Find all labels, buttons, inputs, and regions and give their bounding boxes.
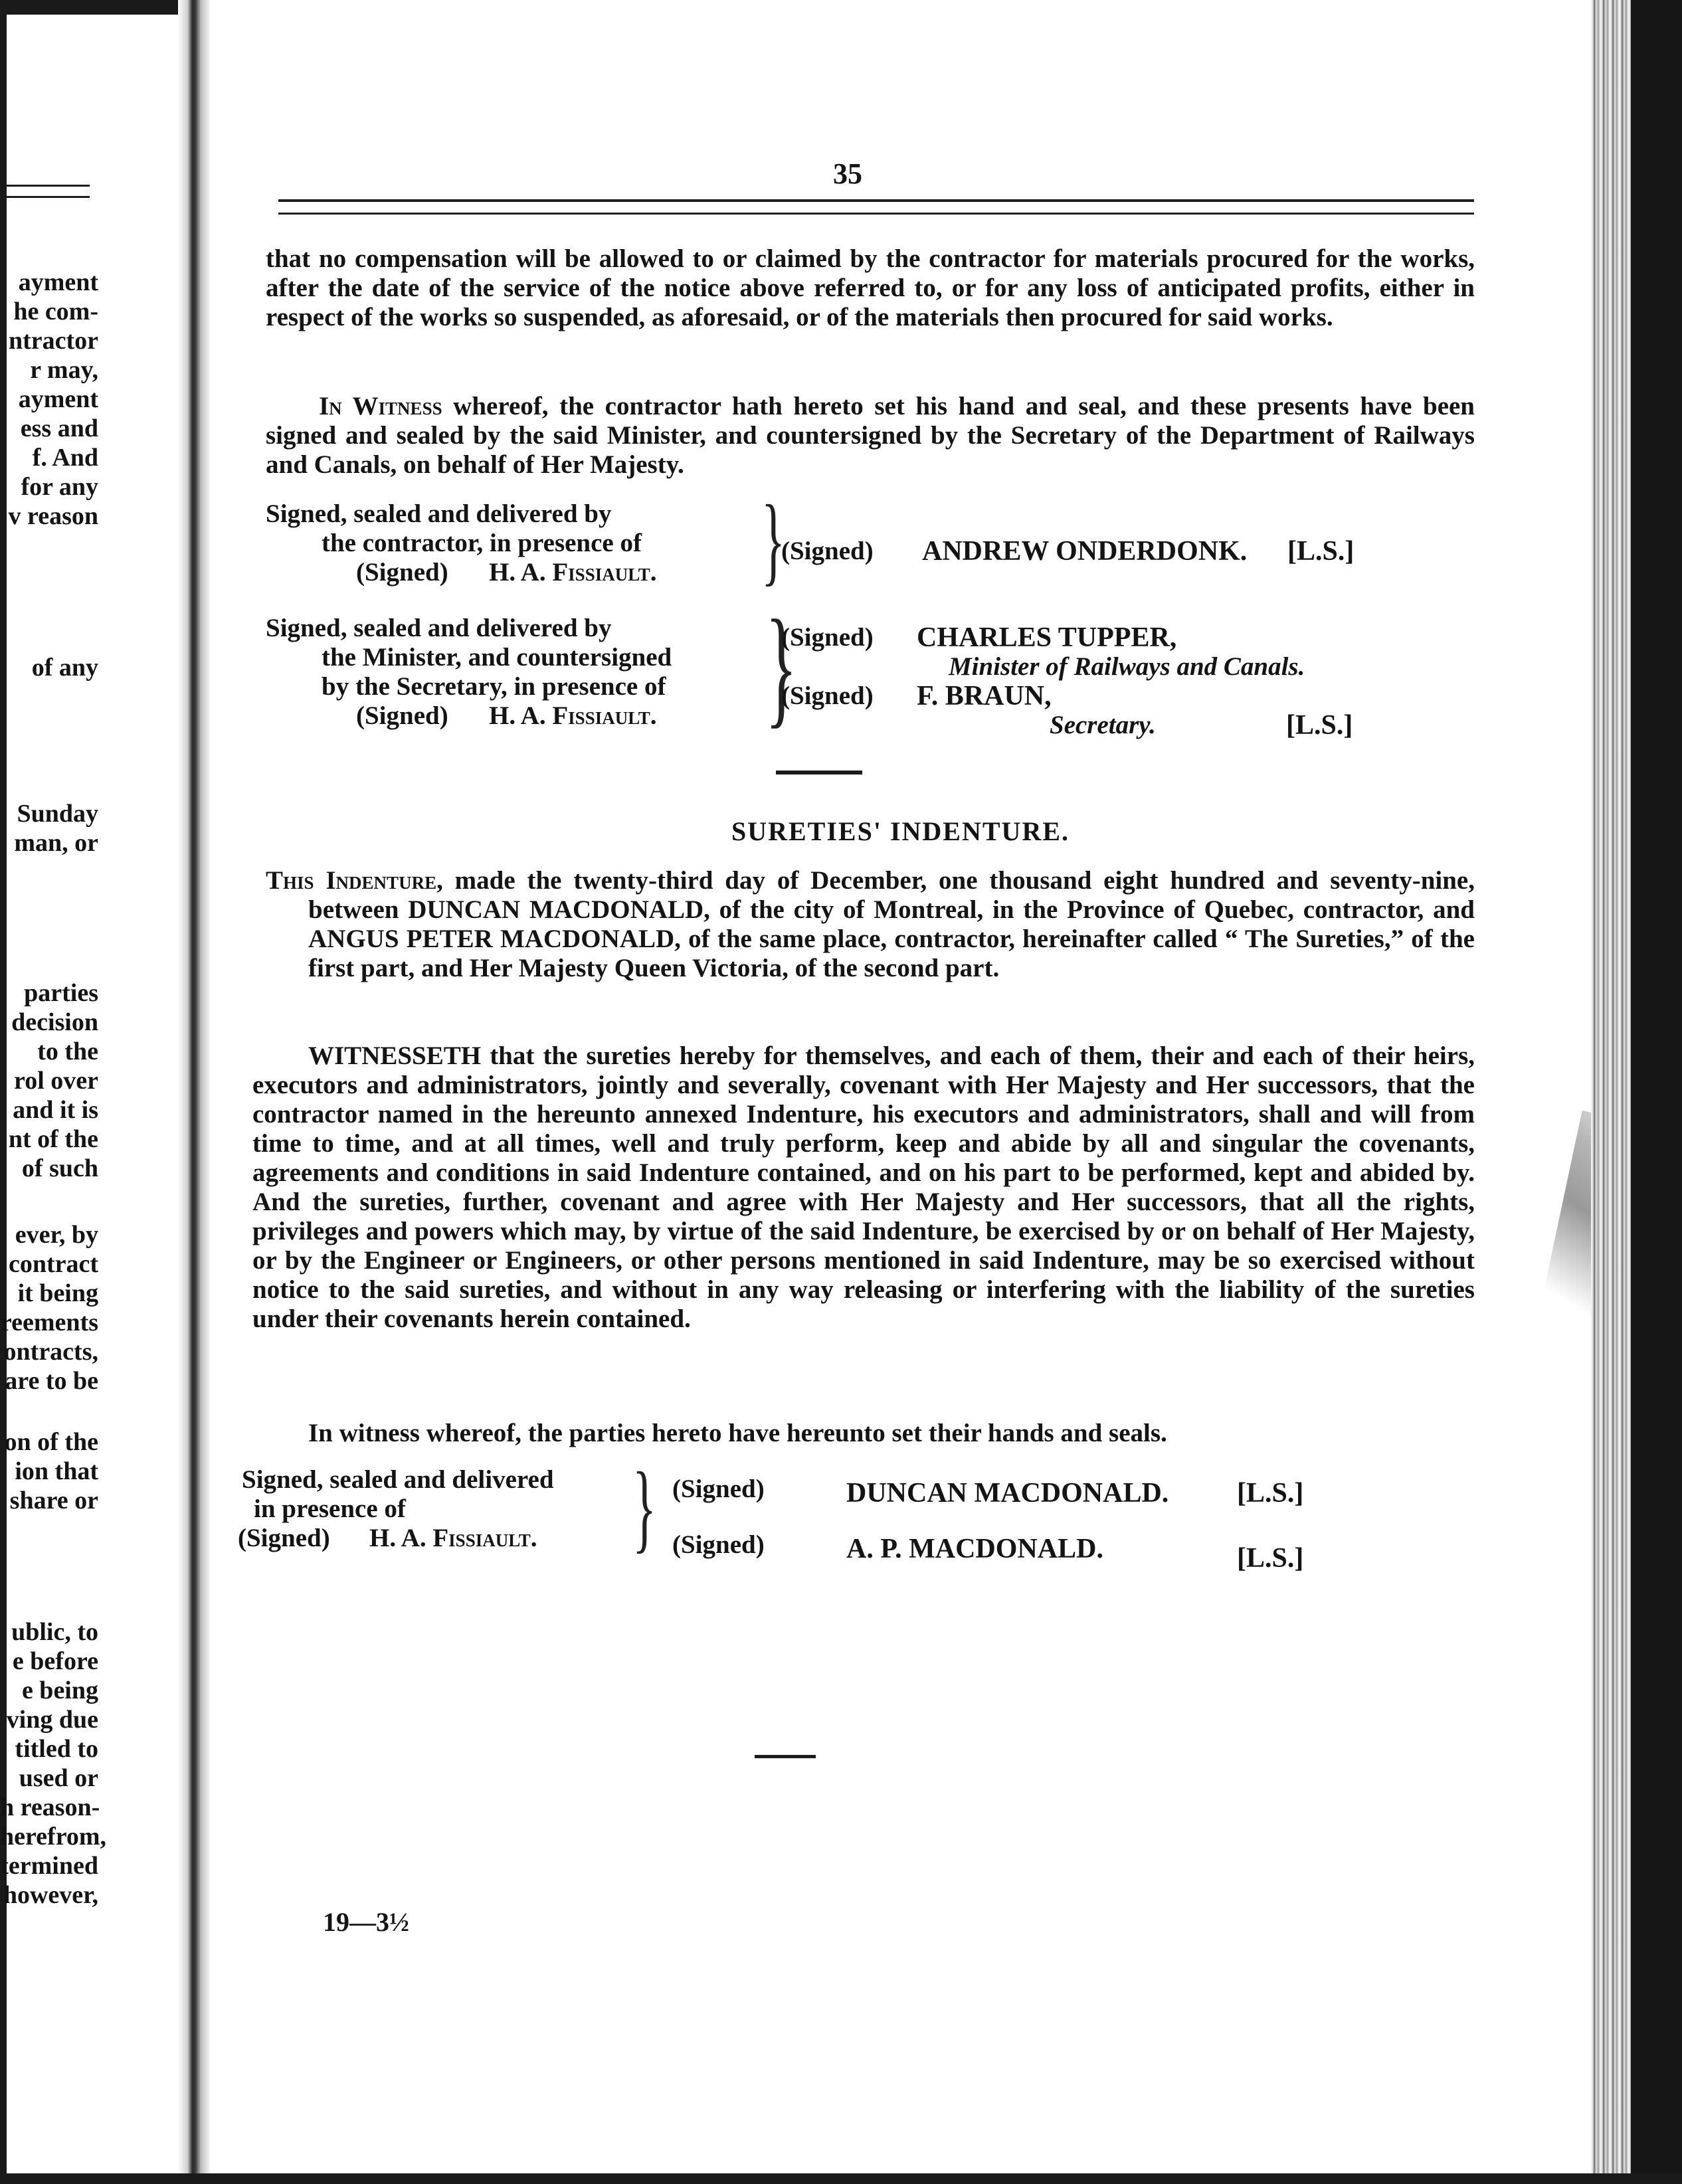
indenture-paragraph — [266, 866, 1475, 983]
attestation-line: the contractor, in presence of — [322, 529, 642, 557]
witness-signed-label: (Signed) — [238, 1524, 330, 1552]
seal-mark: [L.S.] — [1237, 1543, 1304, 1574]
signatory-name: CHARLES TUPPER, — [917, 622, 1177, 653]
previous-page-fragment — [0, 0, 178, 2184]
seal-mark: [L.S.] — [1237, 1478, 1304, 1508]
previous-page-text-fragment: man, or — [14, 829, 98, 857]
previous-page-text-fragment: parties — [24, 979, 98, 1007]
signed-label: (Signed) — [781, 682, 874, 710]
witness-signed-label: (Signed) — [356, 701, 448, 730]
previous-page-text-fragment: decision — [11, 1008, 98, 1036]
previous-page-rule — [7, 185, 90, 198]
signatory-title: Secretary. — [1050, 711, 1156, 739]
witness-text: whereof, the contractor hath hereto set his hand and seal, and these presents have been signed and sealed by the said Minister, and countersigned by the Secretary of the Department of Railways and Canals, on behalf of Her Majesty. — [266, 392, 1475, 479]
previous-page-text-fragment: f. And — [32, 444, 98, 472]
previous-page-text-fragment: are to be — [5, 1367, 98, 1395]
previous-page-text-fragment: of such — [21, 1154, 98, 1182]
witness-lead: In Witness — [319, 392, 442, 420]
signatory-title: Minister of Railways and Canals. — [949, 652, 1305, 681]
previous-page-text-fragment: v reason — [8, 502, 98, 530]
previous-page-text-fragment: ever, by — [15, 1221, 98, 1249]
attestation-line: Signed, sealed and delivered by — [266, 614, 612, 642]
indenture-text: , made the twenty-third day of December, one thousand eight hundred and seventy-nine, between DUNCAN MACDONALD, of the city of Montreal, in the Province of Quebec, contractor, and ANGUS PETER MACDONALD, of the same place, contractor, hereinafter called “ The Sureties,” of the first part, and Her Majesty Queen Victoria, of the second part. — [308, 866, 1475, 982]
paragraph-text: that no compensation will be allowed to or claimed by the contractor for materials procured for the works, after the date of the service of the notice above referred to, or for any loss of anticipated profits, either in respect of the works so suspended, as aforesaid, or of the materials then procured for said works. — [266, 244, 1475, 331]
previous-page-text-fragment: and it is — [13, 1096, 98, 1124]
witness-name: H. A. Fissiault. — [369, 1524, 537, 1552]
previous-page-text-fragment: h reason- — [0, 1793, 100, 1821]
attestation-line: the Minister, and countersigned — [322, 643, 672, 672]
previous-page-text-fragment: ion that — [15, 1457, 98, 1485]
seal-mark: [L.S.] — [1287, 536, 1355, 567]
signatory-name: A. P. MACDONALD. — [846, 1534, 1103, 1564]
suspension-clause-paragraph — [266, 244, 1475, 332]
previous-page-text-fragment: for any — [21, 473, 98, 501]
witness-name: H. A. Fissiault. — [489, 558, 657, 587]
attestation-line: in presence of — [254, 1495, 406, 1523]
signed-label: (Signed) — [781, 537, 874, 565]
previous-page-text-fragment: rol over — [14, 1067, 98, 1095]
scan-border-right — [1631, 0, 1682, 2184]
previous-page-text-fragment: on of the — [4, 1428, 98, 1456]
previous-page-text-fragment: e being — [21, 1677, 98, 1704]
signatory-name: F. BRAUN, — [917, 681, 1052, 711]
previous-page-text-fragment: of any — [31, 654, 98, 682]
book-gutter — [178, 0, 210, 2184]
brace-icon: } — [632, 1452, 656, 1562]
previous-page-text-fragment: ess and — [20, 414, 98, 442]
previous-page-text-fragment: ontracts, — [3, 1338, 98, 1366]
signature-mark: 19—3½ — [323, 1907, 409, 1937]
section-heading: SURETIES' INDENTURE. — [731, 816, 1070, 846]
page-edges — [1591, 0, 1631, 2184]
document-page — [210, 0, 1591, 2184]
page-number: 35 — [833, 157, 862, 190]
previous-page-text-fragment: ayment — [18, 268, 98, 296]
end-divider — [755, 1755, 816, 1758]
attestation-line: Signed, sealed and delivered by — [266, 500, 612, 528]
previous-page-text-fragment: contract — [8, 1250, 98, 1278]
previous-page-text-fragment: however, — [3, 1881, 98, 1909]
witness-paragraph — [266, 392, 1475, 480]
previous-page-text-fragment: herefrom, — [0, 1823, 107, 1851]
previous-page-text-fragment: termined — [0, 1852, 98, 1880]
previous-page-text-fragment: it being — [17, 1279, 98, 1307]
witness-name: H. A. Fissiault. — [489, 701, 657, 730]
closing-paragraph — [252, 1419, 1475, 1448]
previous-page-text-fragment: to the — [37, 1038, 98, 1065]
previous-page-text-fragment: ving due — [6, 1706, 98, 1734]
attestation-line: by the Secretary, in presence of — [322, 672, 666, 701]
previous-page-text-fragment: titled to — [15, 1735, 98, 1763]
paragraph-text: WITNESSETH that the sureties hereby for themselves, and each of them, their and each of their heirs, executors and administrators, jointly and severally, covenant with Her Majesty and Her successors, that the contractor named in the hereunto annexed Indenture, his executors and administrators, shall and will from time to time, and at all times, well and truly perform, keep and abide by all and singular the covenants, agreements and conditions in said Indenture contained, and on his part to be performed, kept and abided by. And the sureties, further, covenant and agree with Her Majesty and Her successors, that all the rights, privileges and powers which may, by virtue of the said Indenture, be exercised by or on behalf of Her Majesty, or by the Engineer or Engineers, or other persons mentioned in said Indenture, may be so exercised without notice to the said sureties, and without in any way releasing or interfering with the liability of the sureties under their covenants herein contained. — [252, 1042, 1475, 1333]
previous-page-text-fragment: Sunday — [17, 800, 98, 828]
indenture-lead: This Indenture — [266, 866, 437, 895]
previous-page-text-fragment: reements — [0, 1309, 98, 1336]
previous-page-text-fragment: e before — [12, 1647, 98, 1675]
brace-icon: } — [761, 485, 785, 595]
previous-page-text-fragment: ayment — [18, 385, 98, 413]
previous-page-text-fragment: nt of the — [8, 1125, 98, 1153]
paragraph-text: In witness whereof, the parties hereto have hereunto set their hands and seals. — [308, 1419, 1167, 1447]
previous-page-text-fragment: he com- — [13, 298, 98, 325]
previous-page-text-fragment: ublic, to — [11, 1618, 98, 1646]
signed-label: (Signed) — [781, 623, 874, 652]
seal-mark: [L.S.] — [1286, 710, 1353, 741]
witnesseth-paragraph — [252, 1042, 1475, 1334]
scan-border-bottom — [0, 2173, 1682, 2184]
signed-label: (Signed) — [672, 1475, 765, 1503]
header-rule — [278, 199, 1474, 215]
signatory-name: DUNCAN MACDONALD. — [846, 1478, 1169, 1508]
attestation-line: Signed, sealed and delivered — [242, 1465, 554, 1494]
previous-page-text-fragment: r may, — [30, 356, 98, 384]
witness-signed-label: (Signed) — [356, 558, 448, 587]
signatory-name: ANDREW ONDERDONK. — [922, 536, 1248, 567]
previous-page-text-fragment: ntractor — [8, 327, 98, 355]
signed-label: (Signed) — [672, 1530, 765, 1559]
previous-page-text-fragment: share or — [9, 1487, 98, 1514]
section-divider — [776, 771, 862, 774]
previous-page-text-fragment: used or — [19, 1764, 98, 1792]
brace-icon: } — [765, 593, 797, 740]
